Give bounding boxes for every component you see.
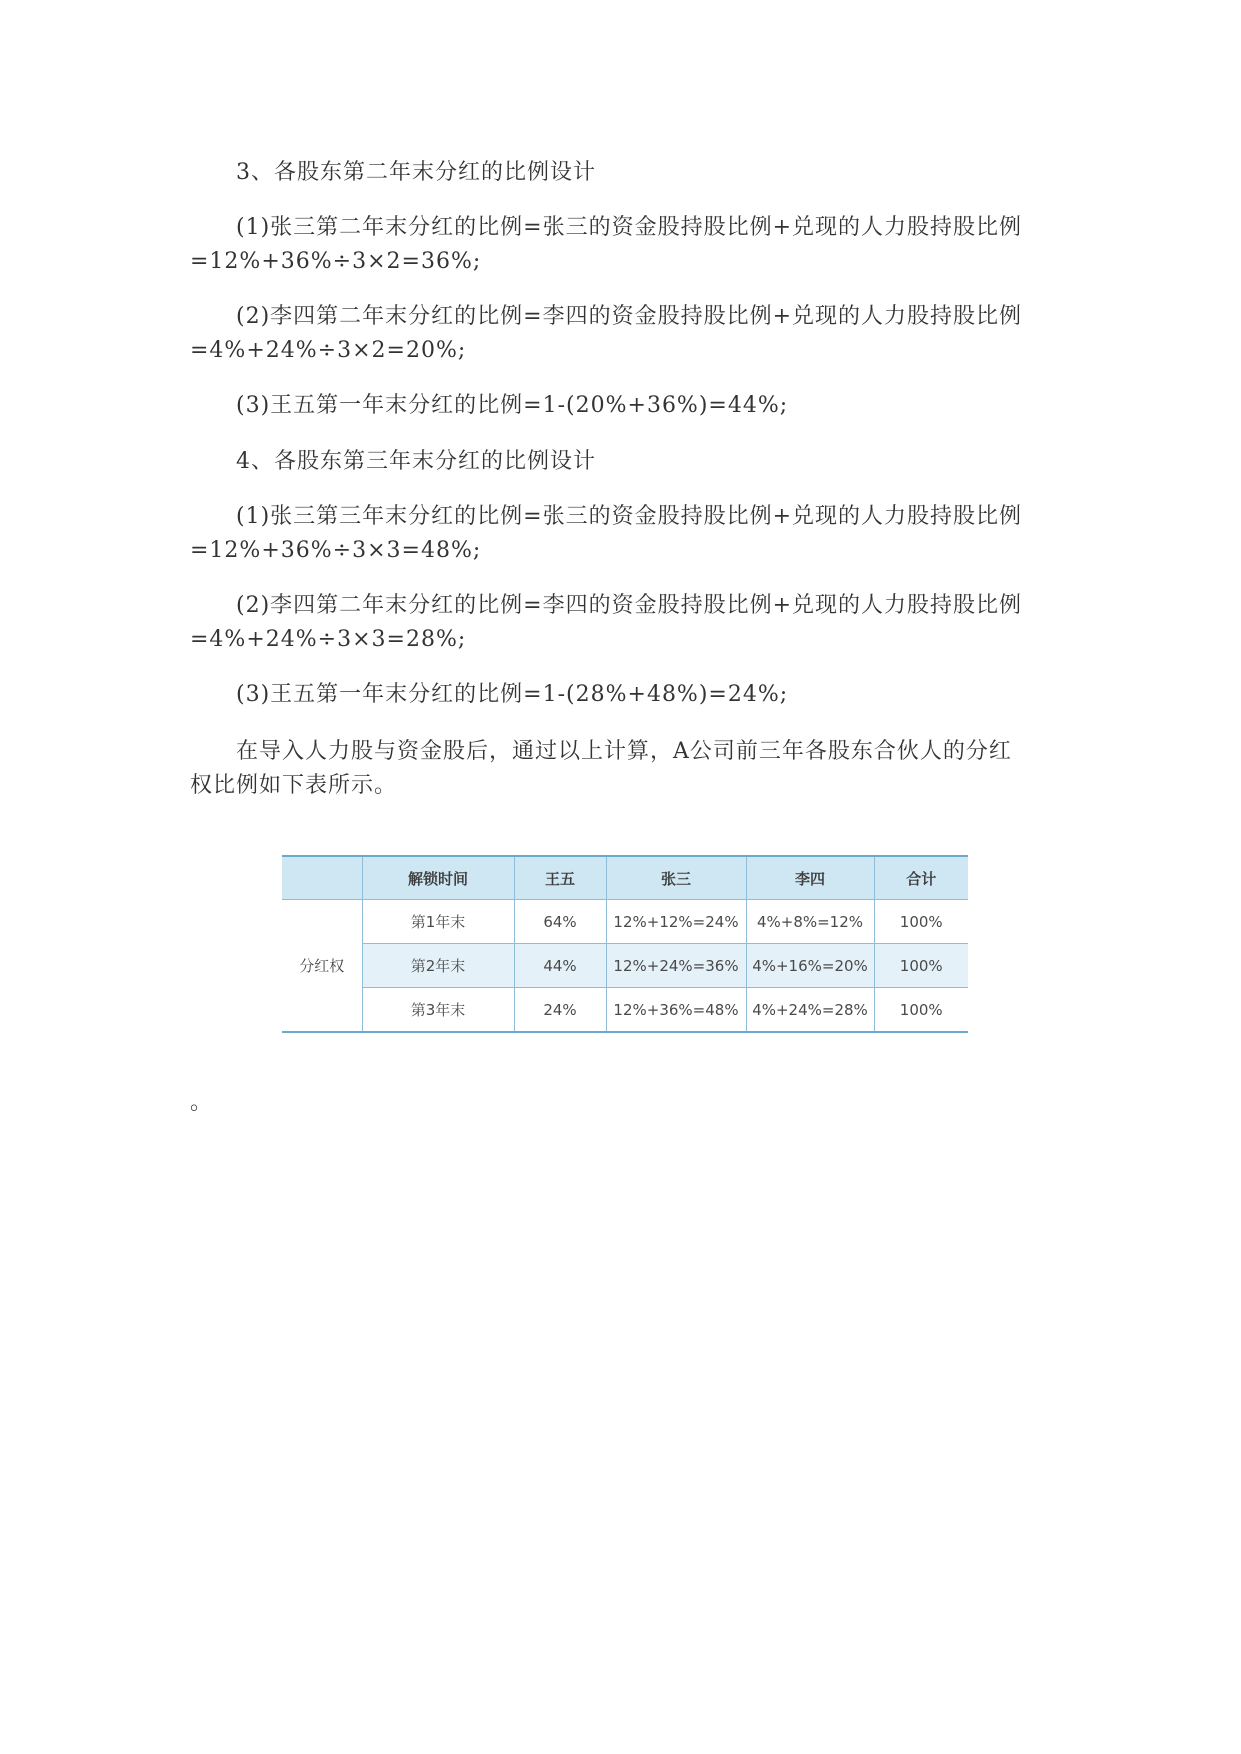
table-cell: 第1年末 [362,900,514,944]
formula-line: =12%+36%÷3×3=48%; [190,538,482,563]
header-cell: 解锁时间 [362,856,514,900]
table-cell: 12%+12%=24% [606,900,746,944]
table-cell: 第3年末 [362,988,514,1033]
paragraph-line: (2)李四第二年末分红的比例=李四的资金股持股比例+兑现的人力股持股比例 [236,304,1023,329]
table-cell: 第2年末 [362,944,514,988]
paragraph-line: (1)张三第二年末分红的比例=张三的资金股持股比例+兑现的人力股持股比例 [236,215,1023,240]
table-cell: 64% [514,900,606,944]
formula-line: =4%+24%÷3×2=20%; [190,338,467,363]
header-cell [282,856,362,900]
table-cell: 100% [874,900,968,944]
header-cell: 合计 [874,856,968,900]
end-mark: 。 [190,1090,213,1115]
header-cell: 王五 [514,856,606,900]
formula-line: =4%+24%÷3×3=28%; [190,627,467,652]
paragraph-line: (3)王五第一年末分红的比例=1-(28%+48%)=24%; [236,682,789,707]
table-cell: 4%+8%=12% [746,900,874,944]
paragraph-line: (3)王五第一年末分红的比例=1-(20%+36%)=44%; [236,393,789,418]
table-row [282,900,968,944]
table-cell: 100% [874,944,968,988]
summary-paragraph-cont: 权比例如下表所示。 [190,773,398,798]
table-cell: 12%+36%=48% [606,988,746,1033]
table-cell: 44% [514,944,606,988]
formula-line: =12%+36%÷3×2=36%; [190,249,482,274]
table-cell: 4%+24%=28% [746,988,874,1033]
summary-paragraph: 在导入人力股与资金股后，通过以上计算，A公司前三年各股东合伙人的分红 [236,739,1012,764]
header-cell: 张三 [606,856,746,900]
table-row [282,944,968,988]
group-label-cell: 分红权 [282,900,362,1033]
table-row [282,988,968,1033]
table-header-row [282,856,968,900]
paragraph-line: (2)李四第二年末分红的比例=李四的资金股持股比例+兑现的人力股持股比例 [236,593,1023,618]
header-cell: 李四 [746,856,874,900]
paragraph-line: (1)张三第三年末分红的比例=张三的资金股持股比例+兑现的人力股持股比例 [236,504,1023,529]
table-cell: 100% [874,988,968,1033]
section-heading-year2: 3、各股东第二年末分红的比例设计 [236,160,596,185]
table-cell: 4%+16%=20% [746,944,874,988]
section-heading-year3: 4、各股东第三年末分红的比例设计 [236,449,596,474]
dividend-ratio-table [282,855,968,1033]
table-cell: 24% [514,988,606,1033]
table-cell: 12%+24%=36% [606,944,746,988]
